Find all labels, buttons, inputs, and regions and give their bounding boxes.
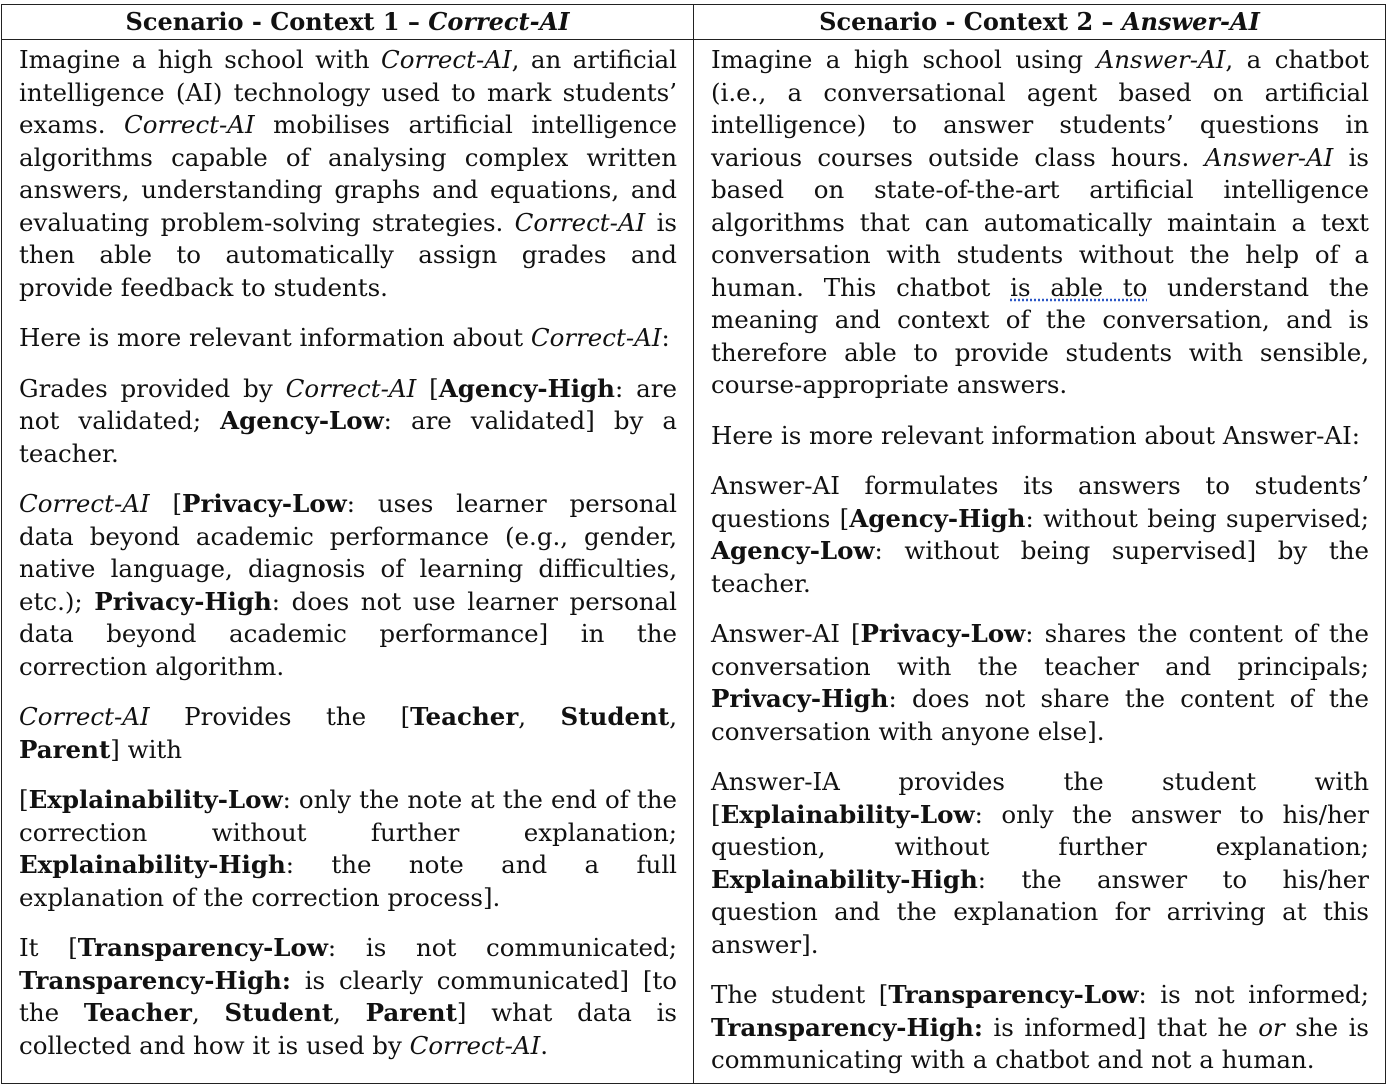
c1-stakeholder-paragraph: Correct-AI Provides the [Teacher, Student, Parent] with xyxy=(19,702,677,764)
c2-underlined-phrase: is able to xyxy=(1010,272,1148,302)
context-1-cell xyxy=(2,40,694,1084)
c2-transparency-paragraph: The student [Transparency-Low: is not informed; Transparency-High: is informed] that he or she is communicating with a chatbot and not a human. xyxy=(711,980,1369,1074)
header-context-2-name: Answer-AI xyxy=(1121,7,1260,36)
header-context-2: Scenario - Context 2 – Answer-AI xyxy=(694,5,1386,40)
scenario-table xyxy=(1,4,1386,1084)
c1-more-info-paragraph: Here is more relevant information about Correct-AI: xyxy=(19,323,670,352)
c2-explainability-paragraph: Answer-IA provides the student with [Explainability-Low: only the answer to his/her question, without further explanation; Explainability-High: the answer to his/her question and the explanation for arriving at this answer]. xyxy=(711,767,1369,959)
c2-more-info-paragraph: Here is more relevant information about Answer-AI: xyxy=(711,420,1361,450)
c2-privacy-paragraph: Answer-AI [Privacy-Low: shares the content of the conversation with the teacher and principals; Privacy-High: does not share the content of the conversation with anyone else]. xyxy=(711,619,1369,746)
context-2-cell xyxy=(694,40,1386,1084)
c1-explainability-paragraph: [Explainability-Low: only the note at the end of the correction without further explanation; Explainability-High: the note and a full explanation of the correction process]. xyxy=(19,785,677,912)
c2-agency-paragraph: Answer-AI formulates its answers to students’ questions [Agency-High: without being supervised; Agency-Low: without being supervised] by the teacher. xyxy=(711,471,1369,598)
header-context-1: Scenario - Context 1 – Correct-AI xyxy=(2,5,694,40)
header-context-1-name: Correct-AI xyxy=(428,7,570,36)
c1-transparency-paragraph: It [Transparency-Low: is not communicated; Transparency-High: is clearly communicated] [to the Teacher, Student, Parent] what data is collected and how it is used by Correct-AI. xyxy=(19,933,677,1060)
c1-privacy-paragraph: Correct-AI [Privacy-Low: uses learner personal data beyond academic performance (e.g., gender, native language, diagnosis of learning difficulties, etc.); Privacy-High: does not use learner personal data beyond academic performance] in the correction algorithm. xyxy=(19,489,677,681)
c2-intro-paragraph: Imagine a high school using Answer-AI, a chatbot (i.e., a conversational agent based on artificial intelligence) to answer students’ questions in various courses outside class hours. Answer-AI is based on state-of-the-art artificial intelligence algorithms that can automatically maintain a text conversation with students without the help of a human. This chatbot is able to understand the meaning and context of the conversation, and is therefore able to provide students with sensible, course-appropriate answers. xyxy=(711,45,1370,399)
c1-agency-paragraph: Grades provided by Correct-AI [Agency-High: are not validated; Agency-Low: are validated] by a teacher. xyxy=(19,373,677,468)
c1-intro-paragraph: Imagine a high school with Correct-AI, an artificial intelligence (AI) technology used to mark students’ exams. Correct-AI mobilises artificial intelligence algorithms capable of analysing complex written answers, understanding graphs and equations, and evaluating problem-solving strategies. Correct-AI is then able to automatically assign grades and provide feedback to students. xyxy=(19,45,678,302)
